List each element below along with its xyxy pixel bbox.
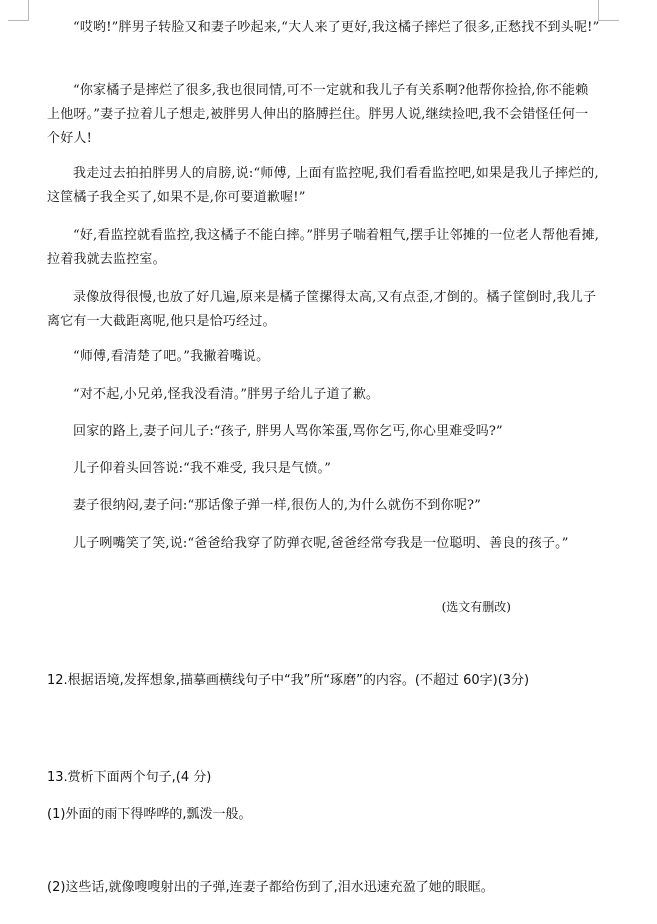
story-paragraph-10: 妻子很纳闷,妻子问:“那话像子弹一样,很伤人的,为什么就伤不到你呢?” — [73, 498, 482, 513]
story-paragraph-3: 我走过去拍拍胖男人的肩膀,说:“师傅, 上面有监控呢,我们看看监控吧,如果是我儿子摔烂的,这筐橘子我全买了,如果不是,你可要道歉喔!” — [47, 166, 599, 205]
source-note: (选文有删改) — [441, 600, 511, 614]
story-paragraph-9: 儿子仰着头回答说:“我不难受, 我只是气愤。” — [73, 461, 332, 476]
question-13-sentence-2: (2)这些话,就像嗖嗖射出的子弹,连妻子都给伤到了,泪水迅速充盈了她的眼眶。 — [47, 880, 494, 895]
story-paragraph-1: “哎哟!”胖男子转脸又和妻子吵起来,“大人来了更好,我这橘子摔烂了很多,正愁找不到头呢!” — [73, 20, 600, 35]
page-corner-mark-right — [598, 0, 619, 21]
story-paragraph-11: 儿子咧嘴笑了笑,说:“爸爸给我穿了防弹衣呢,爸爸经常夸我是一位聪明、善良的孩子。” — [73, 536, 569, 551]
question-12: 12.根据语境,发挥想象,描摹画横线句子中“我”所“琢磨”的内容。(不超过 60字)(3分) — [47, 673, 530, 688]
question-13-sentence-1: (1)外面的雨下得哗哗的,瓢泼一般。 — [47, 807, 252, 822]
question-13: 13.赏析下面两个句子,(4 分) — [47, 770, 212, 785]
story-paragraph-2: “你家橘子是摔烂了很多,我也很同情,可不一定就和我儿子有关系啊?他帮你捡拾,你不能赖上他呀。”妻子拉着儿子想走,被胖男人伸出的胳膊拦住。胖男人说,继续捡吧,我不会错怪任何一个好人! — [47, 83, 589, 146]
page-corner-mark-left — [8, 0, 29, 21]
story-paragraph-5: 录像放得很慢,也放了好几遍,原来是橘子筐摞得太高,又有点歪,才倒的。橘子筐倒时,我儿子离它有一大截距离呢,他只是恰巧经过。 — [47, 290, 597, 329]
story-paragraph-4: “好,看监控就看监控,我这橘子不能白摔。”胖男子喘着粗气,摆手让邻摊的一位老人帮他看摊,拉着我就去监控室。 — [47, 228, 600, 267]
story-paragraph-6: “师傅,看清楚了吧。”我撇着嘴说。 — [73, 349, 270, 364]
story-paragraph-7: “对不起,小兄弟,怪我没看清。”胖男子给儿子道了歉。 — [73, 387, 380, 402]
story-paragraph-8: 回家的路上,妻子问儿子:“孩子, 胖男人骂你笨蛋,骂你乞丐,你心里难受吗?” — [73, 424, 503, 439]
